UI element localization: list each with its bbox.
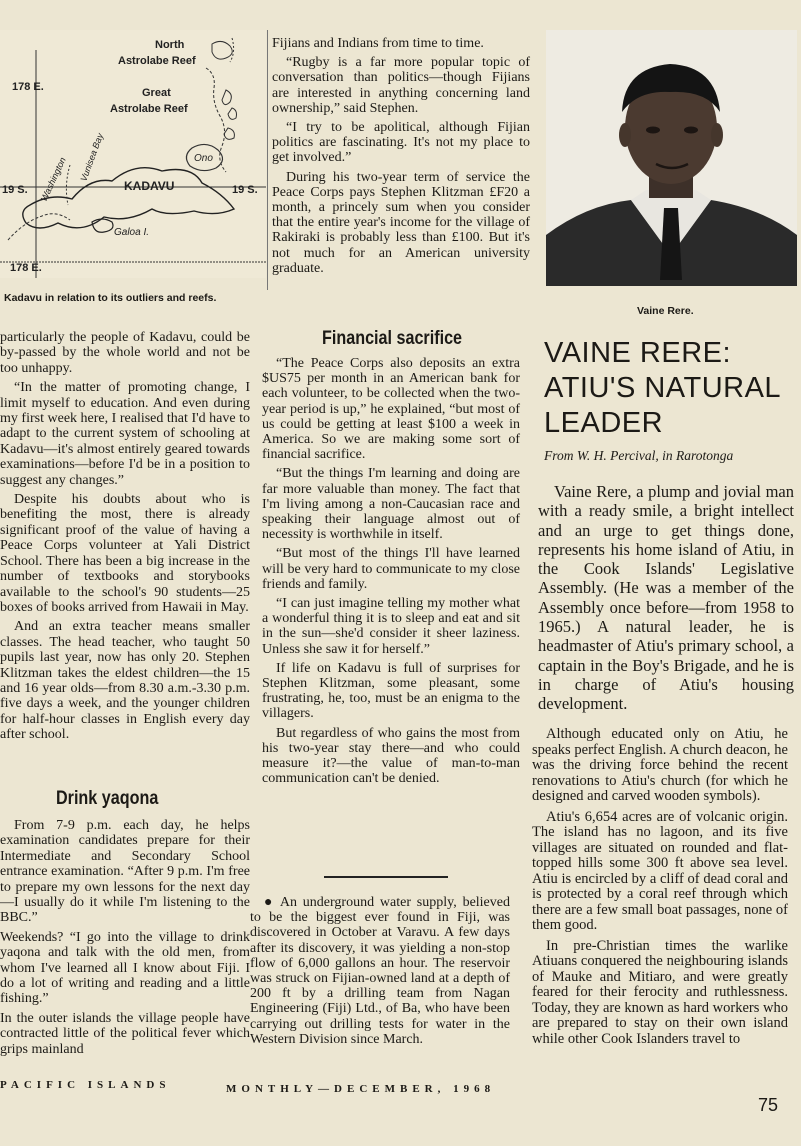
article-headline <box>544 336 799 441</box>
headline-line: VAINE RERE: <box>544 337 732 369</box>
col2-paragraph: During his two-year term of service the Peace Corps pays Stephen Klitzman £F20 a month, a princely sum when you consider that the entire year's income for the village of Rakiraki is probably less than £100. But it's not much for an American university graduate. <box>272 169 530 276</box>
footer-publication: PACIFIC ISLANDS <box>0 1079 171 1091</box>
map-label-north-reef: Astrolabe Reef <box>118 55 196 67</box>
col1-paragraph: From 7-9 p.m. each day, he helps examination candidates prepare for their Intermediate and Secondary School entrance examination. “After 9 p.m. I'm free to prepare my own lessons for the next day—I usually do it while I'm listening to the BBC.” <box>0 818 250 926</box>
column-1-bottom <box>0 818 250 1057</box>
map-label-great: Great <box>142 87 171 99</box>
col3-paragraph: In pre-Christian times the warlike Atiuans conquered the neighbouring islands of Mauke and Mitiaro, and were greatly feared for their ferocity and ruthlessness. Today, they are known as hard workers who are prepared to stay on their own island while other Cook Islanders travel to <box>532 937 788 1047</box>
portrait-photo <box>546 30 797 286</box>
col2-paragraph: “But most of the things I'll have learned will be very hard to communicate to my close friends and family. <box>262 546 520 592</box>
column-1-top <box>0 330 250 743</box>
photo-caption: Vaine Rere. <box>637 305 694 317</box>
map-caption: Kadavu in relation to its outliers and reefs. <box>4 292 217 304</box>
col1-paragraph: “In the matter of promoting change, I limit myself to education. And even during my first week here, I realised that I'd have to adapt to the current system of schooling at Kadavu—it's almost entirely geared towards examinations—before I'd be in a position to suggest any changes.” <box>0 380 250 488</box>
col1-paragraph: Weekends? “I go into the village to drink yaqona and talk with the old men, from whom I've learned all I know about Fiji. I do a lot of writing and reading and a little fishing.” <box>0 929 250 1007</box>
subhead-drink-yaqona: Drink yaqona <box>56 788 159 809</box>
map-label-north: North <box>155 39 185 51</box>
water-supply-brief: ● An underground water supply, believed to be the biggest ever found in Fiji, was discovered in October at Varavu. A few days after its discovery, it was yielding a non-stop flow of 6,000 gallons an hour. The reservoir was struck on Fijian-owned land at a depth of 200 ft by a drilling team from Nagan Engineering (Fiji) Ltd., of Ba, who have been carrying out drilling tests for water in the Western Division since March. <box>250 895 510 1047</box>
col2-paragraph: “But the things I'm learning and doing are far more valuable than money. The fact that I'm living among a non-Caucasian race and speaking their language almost out of necessity is worthwhile in itself. <box>262 466 520 543</box>
column-2-middle <box>262 356 520 786</box>
map-label-vunisea: Vunisea Bay <box>78 131 106 183</box>
lead-paragraph: Vaine Rere, a plump and jovial man with a ready smile, a bright intellect and an urge to get things done, represents his home island of Atiu, in the Cook Islands' Legislative Assembly. (He was a member of the Assembly once before—from 1958 to 1965.) A natural leader, he is headmaster of Atiu's primary school, a captain in the Boy's Brigade, and he is in charge of Atiu's housing development. <box>538 482 794 714</box>
map-label-galoa: Galoa I. <box>114 227 150 238</box>
col1-paragraph: particularly the people of Kadavu, could be by-passed by the whole world and not be too unhappy. <box>0 330 250 376</box>
col1-paragraph: And an extra teacher means smaller classes. The head teacher, who taught 50 pupils last year, now has only 20. Stephen Klitzman takes the eldest children—the 15 and 16 year olds—from 8.30 a.m.-3.30 p.m. five days a week, and the younger children for half-hour classes in English every day after school. <box>0 619 250 743</box>
col2-paragraph: “Rugby is a far more popular topic of conversation than politics—though Fijians are interested in anything concerning land ownership,” said Stephen. <box>272 55 530 116</box>
footer-issue-date: MONTHLY—DECEMBER, 1968 <box>226 1083 496 1095</box>
headline-line: ATIU'S NATURAL <box>544 372 782 404</box>
section-divider <box>324 876 448 878</box>
column-rule-1 <box>267 30 268 290</box>
map-label-19s-left: 19 S. <box>2 184 28 196</box>
subhead-financial-sacrifice: Financial sacrifice <box>322 328 463 349</box>
col2-paragraph: If life on Kadavu is full of surprises for Stephen Klitzman, some pleasant, some frustrating, he, too, must be an enigma to the villagers. <box>262 660 520 722</box>
col2-paragraph: But regardless of who gains the most from his two-year stay there—and who could measure it?—the value of man-to-man communication can't be denied. <box>262 725 520 787</box>
map-figure <box>0 30 266 278</box>
col1-paragraph: In the outer islands the village people have contracted little of the political fever which grips mainland <box>0 1010 250 1057</box>
byline: From W. H. Percival, in Rarotonga <box>544 448 734 463</box>
column-2-top <box>272 36 530 276</box>
kadavu-map <box>0 30 266 278</box>
portrait-image <box>546 30 797 286</box>
map-label-washington: Washington <box>38 155 68 203</box>
map-label-kadavu: KADAVU <box>124 179 175 193</box>
headline-line: LEADER <box>544 407 664 439</box>
map-label-ono: Ono <box>194 153 213 164</box>
col1-paragraph: Despite his doubts about who is benefiting the most, there is already significant proof of the value of having a Peace Corps volunteer at Yali District School. There has been a big increase in the number of textbooks and storybooks available to the school's 90 students—25 boxes of books arrived from Hawaii in May. <box>0 492 250 615</box>
map-label-19s-right: 19 S. <box>232 184 258 196</box>
col2-paragraph: Fijians and Indians from time to time. <box>272 36 484 51</box>
col3-paragraph: Although educated only on Atiu, he speaks perfect English. A church deacon, he was the driving force behind the recent renovations to Atiu's church (for which he designed and carved wooden symbols). <box>532 726 788 804</box>
column-2-brief <box>250 895 510 1047</box>
page-number: 75 <box>758 1095 779 1115</box>
lead-paragraph-box <box>538 482 794 714</box>
map-label-great-reef: Astrolabe Reef <box>110 103 188 115</box>
col2-paragraph: “I try to be apolitical, although Fijian politics are fascinating. It's not my place to get involved.” <box>272 120 530 166</box>
map-label-178-bottom: 178 E. <box>10 262 42 274</box>
col3-paragraph: Atiu's 6,654 acres are of volcanic origin. The island has no lagoon, and its five villages are situated on rounded and flat-topped hills some 300 ft above sea level. Atiu is encircled by a cliff of dead coral and is protected by a coral reef through which there are a few small boat passages, none of them good. <box>532 808 788 933</box>
map-label-178-top: 178 E. <box>12 81 44 93</box>
col2-paragraph: “I can just imagine telling my mother what a wonderful thing it is to sleep and eat and sit in the sun—she'd consider it sheer laziness. Unless she saw it for herself.” <box>262 596 520 657</box>
column-3-body <box>532 727 788 1047</box>
col2-paragraph: “The Peace Corps also deposits an extra $US75 per month in an American bank for each volunteer, to be collected when the two-year period is up,” he explained, “but most of us could be getting at least $100 a week in America. So we are making some sort of financial sacrifice. <box>262 356 520 463</box>
